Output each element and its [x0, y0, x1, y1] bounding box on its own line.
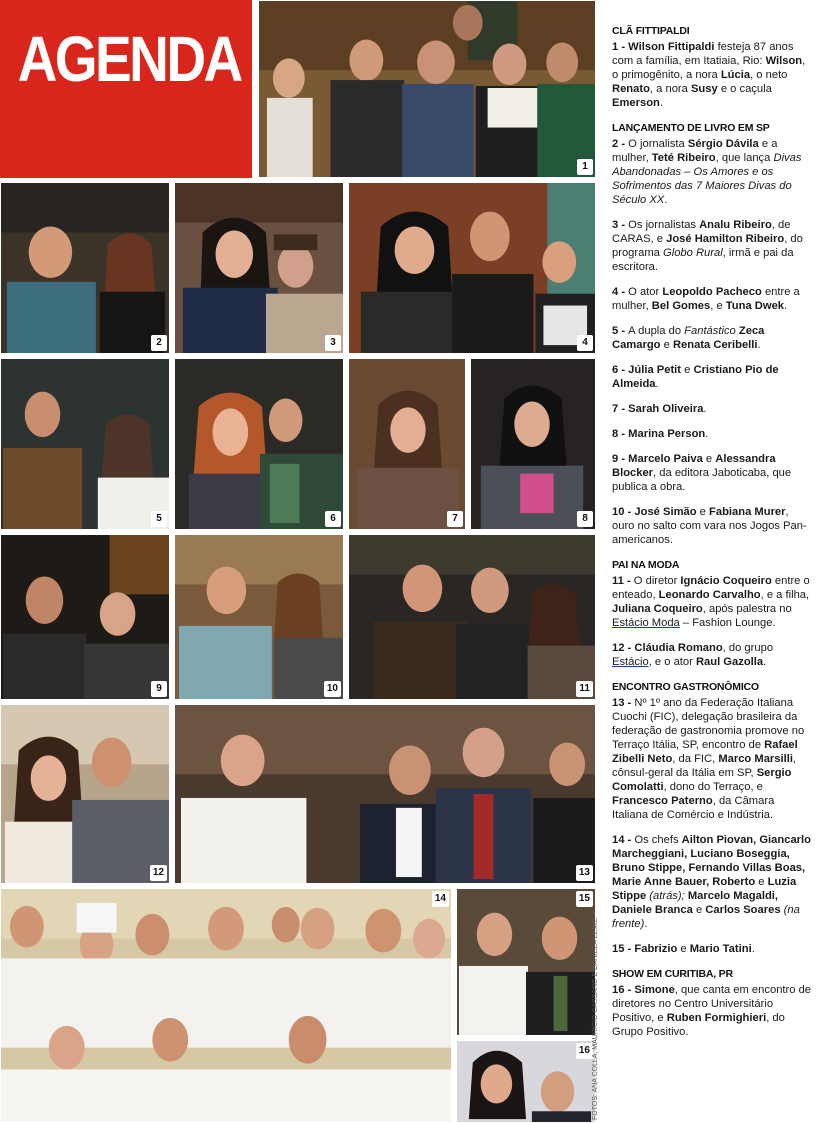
photo-6-image	[175, 359, 343, 529]
photo-9-image	[1, 535, 169, 699]
captions-column	[612, 24, 812, 1050]
photo-3-image	[175, 183, 343, 353]
caption-16: 16 - Simone, que canta em encontro de diretores no Centro Universitário Positivo, e Ruben Formighieri, do Grupo Positivo.	[612, 984, 812, 1038]
caption-12: 12 - Cláudia Romano, do grupo Estácio, e o ator Raul Gazolla.	[612, 642, 774, 668]
photo-number: 10	[324, 681, 341, 697]
photo-11	[348, 534, 596, 700]
caption-15: 15 - Fabrizio e Mario Tatini.	[612, 943, 755, 955]
caption-3: 3 - Os jornalistas Analu Ribeiro, de CARAS, e José Hamilton Ribeiro, do programa Globo Rural, irmã e pai da escritora.	[612, 219, 803, 273]
photo-8	[470, 358, 596, 530]
caption-13: 13 - Nº 1º ano da Federação Italiana Cuochi (FIC), delegação brasileira da federação de gastronomia promove no Terraço Itália, SP, encontro de Rafael Zibelli Neto, da FIC, Marco Marsilli, cônsul-geral da Itália em SP, Sergio Comolatti, dono do Terraço, e Francesco Paterno, da Câmara Italiana de Comércio e Indústria.	[612, 697, 805, 821]
photo-credit: FOTOS: ANA COLLA, MAURÍCIO CASSANO E DANIELA LEMIE	[592, 917, 599, 1120]
photo-16-image	[457, 1041, 595, 1122]
photo-10	[174, 534, 344, 700]
photo-1-image	[259, 1, 595, 177]
photo-number: 4	[577, 335, 593, 351]
photo-4	[348, 182, 596, 354]
photo-16	[456, 1040, 596, 1123]
caption-11: 11 - O diretor Ignácio Coqueiro entre o enteado, Leonardo Carvalho, e a filha, Juliana Coqueiro, após palestra no Estácio Moda – Fashion Lounge.	[612, 575, 810, 629]
photo-14	[0, 888, 452, 1123]
photo-6	[174, 358, 344, 530]
photo-number: 14	[432, 891, 449, 907]
photo-number: 16	[576, 1043, 593, 1059]
photo-number: 1	[577, 159, 593, 175]
page-title: AGENDA	[17, 23, 241, 95]
photo-12-image	[1, 705, 169, 883]
photo-number: 5	[151, 511, 167, 527]
photo-15	[456, 888, 596, 1036]
photo-9	[0, 534, 170, 700]
photo-number: 7	[447, 511, 463, 527]
photo-3	[174, 182, 344, 354]
caption-9: 9 - Marcelo Paiva e Alessandra Blocker, da editora Jaboticaba, que publica a obra.	[612, 453, 792, 493]
photo-15-image	[457, 889, 595, 1035]
photo-number: 8	[577, 511, 593, 527]
photo-7-image	[349, 359, 465, 529]
photo-number: 12	[150, 865, 167, 881]
photo-number: 15	[576, 891, 593, 907]
photo-7	[348, 358, 466, 530]
photo-11-image	[349, 535, 595, 699]
section-heading: ENCONTRO GASTRONÔMICO	[612, 681, 759, 693]
photo-number: 3	[325, 335, 341, 351]
section-heading: PAI NA MODA	[612, 559, 680, 571]
section-heading: SHOW EM CURITIBA, PR	[612, 968, 733, 980]
photo-number: 13	[576, 865, 593, 881]
section-heading: LANÇAMENTO DE LIVRO EM SP	[612, 122, 770, 134]
photo-2	[0, 182, 170, 354]
caption-14: 14 - Os chefs Ailton Piovan, Giancarlo Marcheggiani, Luciano Boseggia, Bruno Stippe, Fernando Villas Boas, Marie Anne Bauer, Roberto e Luzia Stippe (atrás); Marcelo Magaldi, Daniele Branca e Carlos Soares (na frente).	[612, 834, 811, 930]
photo-8-image	[471, 359, 595, 529]
photo-2-image	[1, 183, 169, 353]
photo-number: 11	[576, 681, 593, 697]
photo-5-image	[1, 359, 169, 529]
caption-1: 1 - Wilson Fittipaldi festeja 87 anos com a família, em Itatiaia, Rio: Wilson, o primogênito, a nora Lúcia, o neto Renato, a nora Susy e o caçula Emerson.	[612, 41, 806, 109]
photo-1	[258, 0, 596, 178]
photo-14-image	[1, 889, 451, 1122]
photo-13	[174, 704, 596, 884]
photo-10-image	[175, 535, 343, 699]
caption-4: 4 - O ator Leopoldo Pacheco entre a mulher, Bel Gomes, e Tuna Dwek.	[612, 286, 800, 312]
caption-8: 8 - Marina Person.	[612, 428, 709, 440]
photo-number: 9	[151, 681, 167, 697]
caption-6: 6 - Júlia Petit e Cristiano Pio de Almeida.	[612, 364, 779, 390]
caption-7: 7 - Sarah Oliveira.	[612, 403, 707, 415]
photo-5	[0, 358, 170, 530]
photo-12	[0, 704, 170, 884]
photo-number: 2	[151, 335, 167, 351]
agenda-banner	[0, 0, 252, 178]
photo-13-image	[175, 705, 595, 883]
caption-2: 2 - O jornalista Sérgio Dávila e a mulher, Teté Ribeiro, que lança Divas Abandonadas – Os Amores e os Sofrimentos das 7 Maiores Divas do Século XX.	[612, 138, 802, 206]
caption-5: 5 - A dupla do Fantástico Zeca Camargo e Renata Ceribelli.	[612, 325, 765, 351]
caption-10: 10 - José Simão e Fabiana Murer, ouro no salto com vara nos Jogos Pan-americanos.	[612, 506, 807, 546]
photo-4-image	[349, 183, 595, 353]
section-heading: CLÃ FITTIPALDI	[612, 25, 690, 37]
photo-number: 6	[325, 511, 341, 527]
